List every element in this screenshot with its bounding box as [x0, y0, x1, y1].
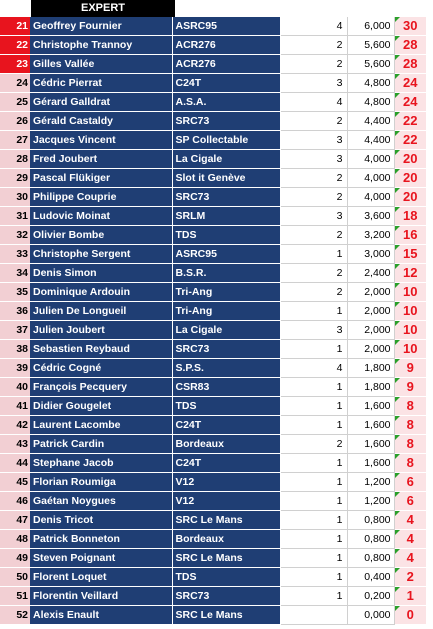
races-cell: 3 — [280, 150, 347, 169]
comment-marker-icon — [395, 321, 400, 326]
club-cell: ACR276 — [172, 55, 280, 74]
rank-cell: 46 — [0, 492, 30, 511]
rank-cell: 26 — [0, 112, 30, 131]
name-cell: Didier Gougelet — [30, 397, 172, 416]
club-cell: S.P.S. — [172, 359, 280, 378]
club-cell: B.S.R. — [172, 264, 280, 283]
rank-cell: 39 — [0, 359, 30, 378]
points-cell — [394, 264, 426, 283]
points-value: 22 — [403, 132, 418, 147]
points-cell — [394, 226, 426, 245]
name-cell: Julien Joubert — [30, 321, 172, 340]
name-cell: Gérald Castaldy — [30, 112, 172, 131]
name-cell: Gilles Vallée — [30, 55, 172, 74]
comment-marker-icon — [395, 245, 400, 250]
table-row[interactable] — [0, 454, 426, 473]
table-row[interactable] — [0, 587, 426, 606]
rank-cell: 30 — [0, 188, 30, 207]
points-value: 20 — [403, 170, 418, 185]
races-cell: 1 — [280, 397, 347, 416]
rank-cell: 47 — [0, 511, 30, 530]
club-cell: Bordeaux — [172, 530, 280, 549]
comment-marker-icon — [395, 397, 400, 402]
rank-cell: 25 — [0, 93, 30, 112]
races-cell: 2 — [280, 435, 347, 454]
points-value: 30 — [403, 18, 418, 33]
table-row[interactable] — [0, 93, 426, 112]
name-cell: Julien De Longueil — [30, 302, 172, 321]
points-cell — [394, 568, 426, 587]
name-cell: Ludovic Moinat — [30, 207, 172, 226]
score-cell: 0,000 — [347, 606, 394, 625]
club-cell: SRC Le Mans — [172, 511, 280, 530]
points-value: 28 — [403, 37, 418, 52]
comment-marker-icon — [395, 93, 400, 98]
points-cell — [394, 93, 426, 112]
score-cell: 5,600 — [347, 55, 394, 74]
races-cell: 3 — [280, 321, 347, 340]
name-cell: Philippe Couprie — [30, 188, 172, 207]
points-cell — [394, 74, 426, 93]
club-cell: ASRC95 — [172, 17, 280, 36]
name-cell: Sebastien Reybaud — [30, 340, 172, 359]
races-cell: 1 — [280, 587, 347, 606]
races-cell: 2 — [280, 112, 347, 131]
rank-cell: 34 — [0, 264, 30, 283]
comment-marker-icon — [395, 454, 400, 459]
comment-marker-icon — [395, 112, 400, 117]
name-cell: Steven Poignant — [30, 549, 172, 568]
club-cell: La Cigale — [172, 150, 280, 169]
name-cell: Gérard Galldrat — [30, 93, 172, 112]
rank-cell: 33 — [0, 245, 30, 264]
table-row[interactable] — [0, 549, 426, 568]
club-cell: SP Collectable — [172, 131, 280, 150]
table-row[interactable] — [0, 378, 426, 397]
comment-marker-icon — [395, 492, 400, 497]
table-row[interactable] — [0, 264, 426, 283]
name-cell: Florian Roumiga — [30, 473, 172, 492]
comment-marker-icon — [395, 36, 400, 41]
table-row[interactable] — [0, 36, 426, 55]
points-value: 24 — [403, 75, 418, 90]
table-row[interactable] — [0, 131, 426, 150]
rank-cell: 21 — [0, 17, 30, 36]
points-value: 10 — [403, 284, 418, 299]
points-value: 15 — [403, 246, 418, 261]
comment-marker-icon — [395, 188, 400, 193]
name-cell: Pascal Flükiger — [30, 169, 172, 188]
table-row[interactable] — [0, 530, 426, 549]
comment-marker-icon — [395, 606, 400, 611]
races-cell: 3 — [280, 131, 347, 150]
name-cell: Cédric Pierrat — [30, 74, 172, 93]
rank-cell: 48 — [0, 530, 30, 549]
points-value: 20 — [403, 151, 418, 166]
table-row[interactable] — [0, 340, 426, 359]
score-cell: 0,400 — [347, 568, 394, 587]
name-cell: Olivier Bombe — [30, 226, 172, 245]
table-row[interactable] — [0, 397, 426, 416]
points-value: 24 — [403, 94, 418, 109]
club-cell: ASRC95 — [172, 245, 280, 264]
points-cell — [394, 169, 426, 188]
rank-cell: 36 — [0, 302, 30, 321]
points-value: 4 — [406, 531, 414, 546]
points-cell — [394, 435, 426, 454]
comment-marker-icon — [395, 302, 400, 307]
name-cell: Jacques Vincent — [30, 131, 172, 150]
club-cell: V12 — [172, 492, 280, 511]
rank-cell: 41 — [0, 397, 30, 416]
points-cell — [394, 283, 426, 302]
club-cell: C24T — [172, 74, 280, 93]
club-cell: TDS — [172, 568, 280, 587]
club-cell: SRC73 — [172, 112, 280, 131]
races-cell: 1 — [280, 416, 347, 435]
races-cell: 1 — [280, 473, 347, 492]
score-cell: 2,000 — [347, 283, 394, 302]
score-cell: 0,800 — [347, 549, 394, 568]
comment-marker-icon — [395, 226, 400, 231]
points-cell — [394, 245, 426, 264]
points-cell — [394, 587, 426, 606]
score-cell: 4,800 — [347, 74, 394, 93]
points-value: 8 — [406, 417, 414, 432]
points-cell — [394, 530, 426, 549]
table-row[interactable] — [0, 511, 426, 530]
points-cell — [394, 606, 426, 625]
points-value: 9 — [406, 360, 414, 375]
score-cell: 0,200 — [347, 587, 394, 606]
club-cell: SRC73 — [172, 340, 280, 359]
races-cell: 1 — [280, 549, 347, 568]
rank-cell: 28 — [0, 150, 30, 169]
comment-marker-icon — [395, 207, 400, 212]
points-cell — [394, 416, 426, 435]
races-cell: 2 — [280, 169, 347, 188]
table-row[interactable] — [0, 150, 426, 169]
races-cell: 2 — [280, 36, 347, 55]
rank-cell: 31 — [0, 207, 30, 226]
points-cell — [394, 454, 426, 473]
points-value: 20 — [403, 189, 418, 204]
score-cell: 3,000 — [347, 245, 394, 264]
score-cell: 4,000 — [347, 188, 394, 207]
points-value: 4 — [406, 512, 414, 527]
club-cell: SRLM — [172, 207, 280, 226]
rank-cell: 29 — [0, 169, 30, 188]
races-cell: 1 — [280, 245, 347, 264]
races-cell: 1 — [280, 302, 347, 321]
comment-marker-icon — [395, 530, 400, 535]
table-row[interactable] — [0, 207, 426, 226]
points-cell — [394, 150, 426, 169]
table-row[interactable] — [0, 359, 426, 378]
points-value: 10 — [403, 322, 418, 337]
club-cell: SRC73 — [172, 188, 280, 207]
name-cell: Florent Loquet — [30, 568, 172, 587]
club-cell: Tri-Ang — [172, 302, 280, 321]
points-value: 2 — [406, 569, 414, 584]
comment-marker-icon — [395, 568, 400, 573]
points-value: 9 — [406, 379, 414, 394]
section-title: EXPERT — [31, 0, 175, 17]
score-cell: 1,800 — [347, 378, 394, 397]
rank-cell: 22 — [0, 36, 30, 55]
rank-cell: 35 — [0, 283, 30, 302]
points-cell — [394, 188, 426, 207]
points-value: 6 — [406, 493, 414, 508]
score-cell: 1,200 — [347, 473, 394, 492]
races-cell: 3 — [280, 207, 347, 226]
points-value: 8 — [406, 436, 414, 451]
table-row[interactable] — [0, 302, 426, 321]
races-cell: 4 — [280, 17, 347, 36]
club-cell: A.S.A. — [172, 93, 280, 112]
points-value: 8 — [406, 398, 414, 413]
rank-cell: 27 — [0, 131, 30, 150]
score-cell: 0,800 — [347, 530, 394, 549]
comment-marker-icon — [395, 473, 400, 478]
points-value: 1 — [406, 588, 414, 603]
club-cell: SRC Le Mans — [172, 549, 280, 568]
races-cell: 4 — [280, 93, 347, 112]
score-cell: 0,800 — [347, 511, 394, 530]
comment-marker-icon — [395, 340, 400, 345]
club-cell: CSR83 — [172, 378, 280, 397]
rank-cell: 23 — [0, 55, 30, 74]
score-cell: 4,400 — [347, 131, 394, 150]
races-cell: 3 — [280, 74, 347, 93]
races-cell: 1 — [280, 568, 347, 587]
points-value: 6 — [406, 474, 414, 489]
rank-cell: 38 — [0, 340, 30, 359]
comment-marker-icon — [395, 150, 400, 155]
score-cell: 6,000 — [347, 17, 394, 36]
club-cell: ACR276 — [172, 36, 280, 55]
score-cell: 1,600 — [347, 416, 394, 435]
points-cell — [394, 131, 426, 150]
comment-marker-icon — [395, 169, 400, 174]
table-row[interactable] — [0, 568, 426, 587]
ranking-table — [0, 17, 426, 625]
rank-cell: 50 — [0, 568, 30, 587]
races-cell: 1 — [280, 511, 347, 530]
name-cell: Dominique Ardouin — [30, 283, 172, 302]
name-cell: Laurent Lacombe — [30, 416, 172, 435]
points-value: 12 — [403, 265, 418, 280]
club-cell: SRC Le Mans — [172, 606, 280, 625]
table-row[interactable] — [0, 188, 426, 207]
races-cell: 1 — [280, 378, 347, 397]
points-cell — [394, 321, 426, 340]
score-cell: 4,000 — [347, 150, 394, 169]
name-cell: Patrick Bonneton — [30, 530, 172, 549]
name-cell: Stephane Jacob — [30, 454, 172, 473]
table-row[interactable] — [0, 473, 426, 492]
score-cell: 1,200 — [347, 492, 394, 511]
comment-marker-icon — [395, 55, 400, 60]
comment-marker-icon — [395, 17, 400, 22]
rank-cell: 45 — [0, 473, 30, 492]
points-cell — [394, 397, 426, 416]
name-cell: Gaétan Noygues — [30, 492, 172, 511]
races-cell: 4 — [280, 359, 347, 378]
comment-marker-icon — [395, 131, 400, 136]
rank-cell: 49 — [0, 549, 30, 568]
points-cell — [394, 492, 426, 511]
name-cell: François Pecquery — [30, 378, 172, 397]
score-cell: 4,400 — [347, 112, 394, 131]
table-row[interactable] — [0, 606, 426, 625]
points-value: 28 — [403, 56, 418, 71]
points-cell — [394, 207, 426, 226]
score-cell: 1,800 — [347, 359, 394, 378]
name-cell: Geoffrey Fournier — [30, 17, 172, 36]
club-cell: C24T — [172, 416, 280, 435]
points-value: 4 — [406, 550, 414, 565]
rank-cell: 52 — [0, 606, 30, 625]
races-cell: 1 — [280, 530, 347, 549]
name-cell: Denis Simon — [30, 264, 172, 283]
club-cell: La Cigale — [172, 321, 280, 340]
rank-cell: 42 — [0, 416, 30, 435]
table-row[interactable] — [0, 321, 426, 340]
comment-marker-icon — [395, 283, 400, 288]
score-cell: 3,600 — [347, 207, 394, 226]
name-cell: Cédric Cogné — [30, 359, 172, 378]
races-cell: 1 — [280, 340, 347, 359]
points-cell — [394, 36, 426, 55]
table-row[interactable] — [0, 435, 426, 454]
comment-marker-icon — [395, 74, 400, 79]
comment-marker-icon — [395, 549, 400, 554]
score-cell: 1,600 — [347, 435, 394, 454]
club-cell: SRC73 — [172, 587, 280, 606]
club-cell: TDS — [172, 226, 280, 245]
points-cell — [394, 378, 426, 397]
score-cell: 2,000 — [347, 340, 394, 359]
name-cell: Patrick Cardin — [30, 435, 172, 454]
club-cell: V12 — [172, 473, 280, 492]
score-cell: 2,000 — [347, 321, 394, 340]
points-cell — [394, 302, 426, 321]
table-row[interactable] — [0, 226, 426, 245]
rank-cell: 51 — [0, 587, 30, 606]
score-cell: 4,800 — [347, 93, 394, 112]
table-row[interactable] — [0, 74, 426, 93]
points-cell — [394, 55, 426, 74]
points-value: 8 — [406, 455, 414, 470]
points-cell — [394, 549, 426, 568]
score-cell: 5,600 — [347, 36, 394, 55]
score-cell: 1,600 — [347, 397, 394, 416]
table-row[interactable] — [0, 492, 426, 511]
table-row[interactable] — [0, 169, 426, 188]
rank-cell: 40 — [0, 378, 30, 397]
club-cell: Bordeaux — [172, 435, 280, 454]
rank-cell: 32 — [0, 226, 30, 245]
rank-cell: 24 — [0, 74, 30, 93]
name-cell: Florentin Veillard — [30, 587, 172, 606]
table-row[interactable] — [0, 17, 426, 36]
races-cell: 2 — [280, 188, 347, 207]
races-cell: 2 — [280, 283, 347, 302]
comment-marker-icon — [395, 359, 400, 364]
rank-cell: 44 — [0, 454, 30, 473]
rank-cell: 43 — [0, 435, 30, 454]
ranking-table-body — [0, 17, 426, 625]
name-cell: Christophe Sergent — [30, 245, 172, 264]
comment-marker-icon — [395, 511, 400, 516]
table-row[interactable] — [0, 112, 426, 131]
score-cell: 1,600 — [347, 454, 394, 473]
comment-marker-icon — [395, 264, 400, 269]
name-cell: Christophe Trannoy — [30, 36, 172, 55]
score-cell: 2,000 — [347, 302, 394, 321]
score-cell: 4,000 — [347, 169, 394, 188]
points-value: 0 — [406, 607, 414, 622]
points-cell — [394, 511, 426, 530]
points-value: 18 — [403, 208, 418, 223]
races-cell: 2 — [280, 226, 347, 245]
comment-marker-icon — [395, 435, 400, 440]
rank-cell: 37 — [0, 321, 30, 340]
points-cell — [394, 17, 426, 36]
points-value: 10 — [403, 303, 418, 318]
score-cell: 3,200 — [347, 226, 394, 245]
club-cell: C24T — [172, 454, 280, 473]
races-cell: 2 — [280, 55, 347, 74]
comment-marker-icon — [395, 416, 400, 421]
points-value: 22 — [403, 113, 418, 128]
races-cell: 1 — [280, 492, 347, 511]
table-row[interactable] — [0, 416, 426, 435]
points-value: 10 — [403, 341, 418, 356]
club-cell: TDS — [172, 397, 280, 416]
name-cell: Alexis Enault — [30, 606, 172, 625]
comment-marker-icon — [395, 587, 400, 592]
points-cell — [394, 473, 426, 492]
name-cell: Denis Tricot — [30, 511, 172, 530]
points-value: 16 — [403, 227, 418, 242]
races-cell: 1 — [280, 454, 347, 473]
table-row[interactable] — [0, 55, 426, 74]
points-cell — [394, 340, 426, 359]
races-cell: 2 — [280, 264, 347, 283]
points-cell — [394, 359, 426, 378]
name-cell: Fred Joubert — [30, 150, 172, 169]
table-row[interactable] — [0, 283, 426, 302]
score-cell: 2,400 — [347, 264, 394, 283]
table-row[interactable] — [0, 245, 426, 264]
club-cell: Slot it Genève — [172, 169, 280, 188]
races-cell — [280, 606, 347, 625]
club-cell: Tri-Ang — [172, 283, 280, 302]
points-cell — [394, 112, 426, 131]
comment-marker-icon — [395, 378, 400, 383]
